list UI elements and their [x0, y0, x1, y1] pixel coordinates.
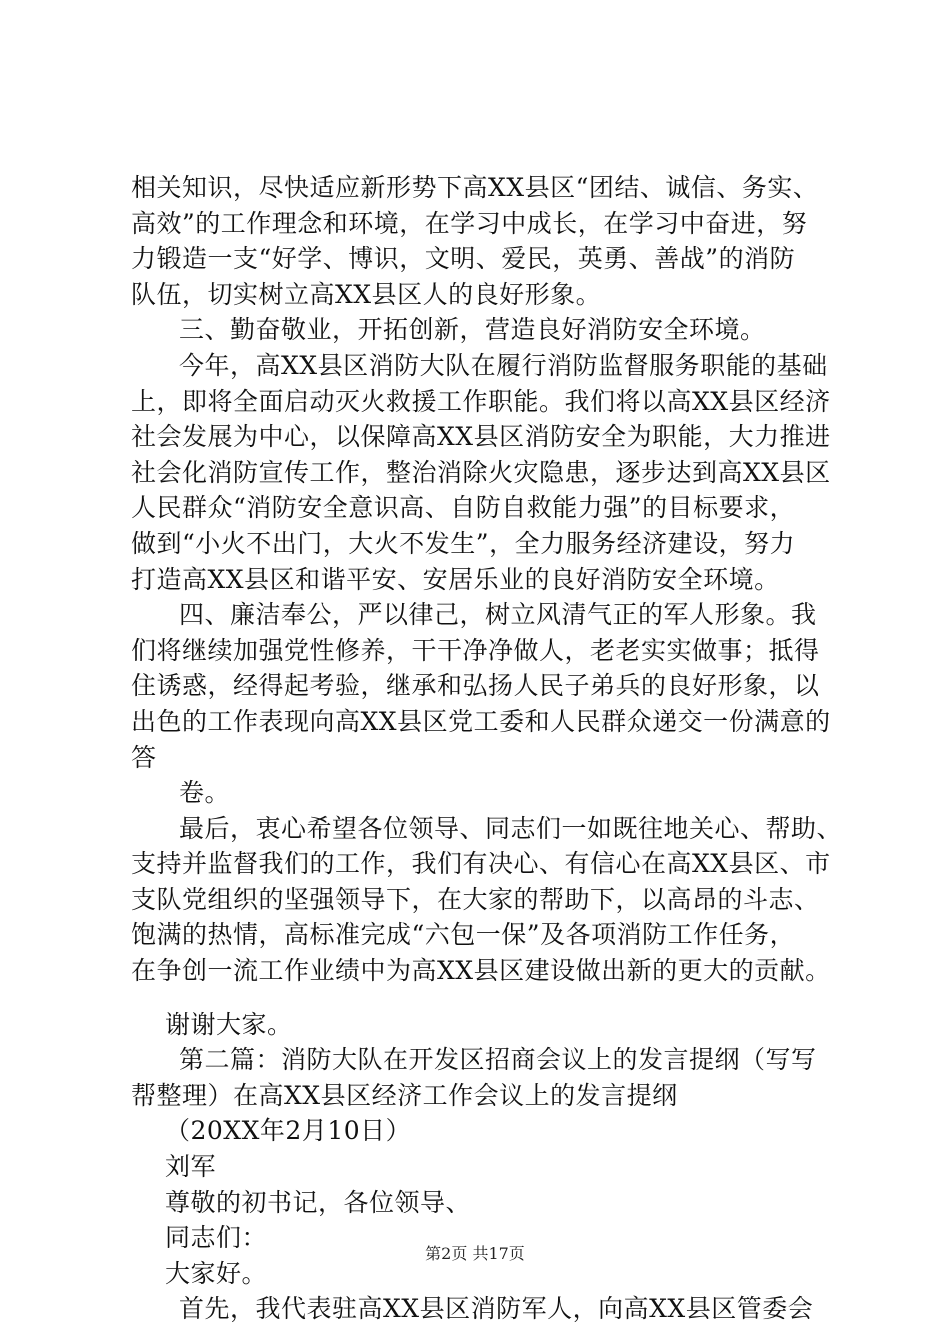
- body-line: 住诱惑，经得起考验，继承和弘扬人民子弟兵的良好形象，以: [131, 671, 820, 701]
- body-line: 高效”的工作理念和环境，在学习中成长，在学习中奋进，努: [131, 208, 808, 238]
- body-line: 支队党组织的坚强领导下，在大家的帮助下，以高昂的斗志、: [131, 884, 820, 914]
- paragraph-gap: [131, 989, 841, 1007]
- closing-line: 谢谢大家。: [165, 1009, 293, 1039]
- body-line: 们将继续加强党性修养，干干净净做人，老老实实做事；抵得: [131, 635, 820, 665]
- body-line: 队伍，切实树立高XX县区人的良好形象。: [131, 279, 602, 309]
- body-line: 社会化消防宣传工作，整治消除火灾隐患，逐步达到高XX县区: [131, 457, 831, 487]
- section-heading: 三、勤奋敬业，开拓创新，营造良好消防安全环境。: [179, 315, 766, 345]
- date-line: （20XX年2月10日）: [165, 1116, 412, 1146]
- salutation-line: 同志们：: [165, 1223, 268, 1253]
- body-line: 出色的工作表现向高XX县区党工委和人民群众递交一份满意的: [131, 706, 831, 736]
- greeting-line: 大家好。: [165, 1258, 268, 1288]
- body-line: 首先，我代表驻高XX县区消防军人，向高XX县区管委会: [179, 1294, 814, 1324]
- body-line: 社会发展为中心，以保障高XX县区消防安全为职能，大力推进: [131, 422, 831, 452]
- section-heading: 四、廉洁奉公，严以律己，树立风清气正的军人形象。我: [179, 600, 817, 630]
- salutation-line: 尊敬的初书记，各位领导、: [165, 1187, 472, 1217]
- author-line: 刘军: [165, 1152, 217, 1182]
- document-body: [131, 170, 841, 1327]
- body-line: 饱满的热情，高标准完成“六包一保”及各项消防工作任务，: [131, 920, 796, 950]
- body-line: 最后，衷心希望各位领导、同志们一如既往地关心、帮助、: [179, 813, 843, 843]
- body-line: 力锻造一支“好学、博识，文明、爱民，英勇、善战”的消防: [131, 244, 796, 274]
- body-line: 卷。: [179, 778, 231, 808]
- chapter-title: 帮整理）在高XX县区经济工作会议上的发言提纲: [131, 1080, 678, 1110]
- body-line: 上，即将全面启动灭火救援工作职能。我们将以高XX县区经济: [131, 386, 831, 416]
- body-line: 支持并监督我们的工作，我们有决心、有信心在高XX县区、市: [131, 849, 831, 879]
- body-line: 答: [131, 742, 157, 772]
- body-line: 今年，高XX县区消防大队在履行消防监督服务职能的基础: [179, 350, 828, 380]
- body-line: 人民群众“消防安全意识高、自防自救能力强”的目标要求，: [131, 493, 796, 523]
- body-line: 做到“小火不出门，大火不发生”，全力服务经济建设，努力: [131, 528, 796, 558]
- body-line: 相关知识，尽快适应新形势下高XX县区“团结、诚信、务实、: [131, 173, 819, 202]
- body-line: 在争创一流工作业绩中为高XX县区建设做出新的更大的贡献。: [131, 956, 831, 986]
- page-footer: 第2页 共17页: [425, 1244, 525, 1263]
- body-line: 打造高XX县区和谐平安、安居乐业的良好消防安全环境。: [131, 564, 780, 594]
- chapter-title: 第二篇：消防大队在开发区招商会议上的发言提纲（写写: [179, 1045, 817, 1075]
